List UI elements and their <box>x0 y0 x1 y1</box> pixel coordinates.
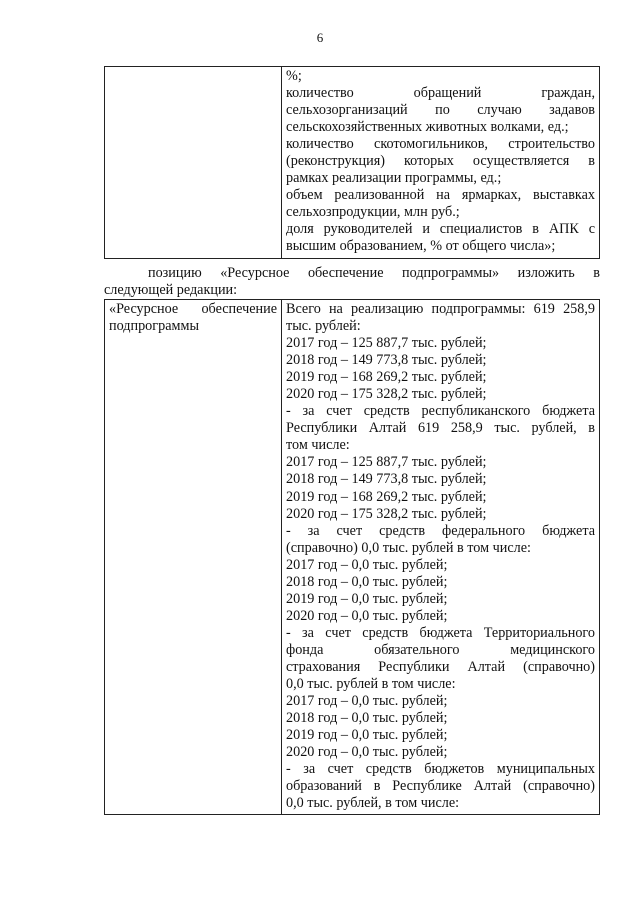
resource-line: 2019 год – 0,0 тыс. рублей; <box>286 590 448 607</box>
resource-line: 2017 год – 125 887,7 тыс. рублей; <box>286 454 487 471</box>
resource-line: образований в Республике Алтай (справочно) <box>286 778 595 795</box>
resource-left-cell <box>105 300 282 815</box>
resource-line: 2020 год – 175 328,2 тыс. рублей; <box>286 386 487 403</box>
resource-table-row <box>105 300 600 815</box>
resource-line: тыс. рублей: <box>286 318 361 335</box>
resource-right-cell <box>282 300 600 815</box>
resource-line: страхования Республики Алтай (справочно) <box>286 658 595 675</box>
indicators-line: количество скотомогильников, строительство <box>286 136 595 153</box>
resource-line: - за счет средств федерального бюджета <box>286 522 595 539</box>
indicators-line: высшим образованием, % от общего числа»; <box>286 238 556 255</box>
resource-table <box>104 299 600 815</box>
resource-line: 2018 год – 149 773,8 тыс. рублей; <box>286 352 487 369</box>
resource-line: - за счет средств бюджета Территориального <box>286 624 595 641</box>
indicators-line: рамках реализации программы, ед.; <box>286 170 502 187</box>
resource-line: 2019 год – 168 269,2 тыс. рублей; <box>286 369 487 386</box>
resource-line: 0,0 тыс. рублей в том числе: <box>286 676 456 693</box>
indicators-line: количество обращений граждан, <box>286 85 595 102</box>
resource-line: 2018 год – 149 773,8 тыс. рублей; <box>286 471 487 488</box>
resource-line: 2018 год – 0,0 тыс. рублей; <box>286 710 448 727</box>
resource-line: 2020 год – 175 328,2 тыс. рублей; <box>286 505 487 522</box>
resource-line: 0,0 тыс. рублей, в том числе: <box>286 795 460 812</box>
intro-paragraph <box>104 265 600 299</box>
intro-line-1: позицию «Ресурсное обеспечение подпрограммы» изложить в <box>148 265 600 281</box>
indicators-table <box>104 66 600 259</box>
page-number: 6 <box>316 30 324 45</box>
indicators-line: (реконструкция) которых осуществляется в <box>286 153 595 170</box>
indicators-right-cell <box>282 67 600 259</box>
indicators-table-row <box>105 67 600 259</box>
indicators-line: сельхозорганизаций по случаю задавов <box>286 102 595 119</box>
resource-line: фонда обязательного медицинского <box>286 641 595 658</box>
resource-label-line: подпрограммы <box>109 318 199 335</box>
resource-line: - за счет средств республиканского бюджета <box>286 403 595 420</box>
resource-line: (справочно) 0,0 тыс. рублей в том числе: <box>286 539 531 556</box>
resource-line: 2019 год – 168 269,2 тыс. рублей; <box>286 488 487 505</box>
indicators-line: объем реализованной на ярмарках, выставках <box>286 187 595 204</box>
indicators-left-cell <box>105 67 282 259</box>
indicators-line: доля руководителей и специалистов в АПК с <box>286 221 595 238</box>
resource-line: 2017 год – 0,0 тыс. рублей; <box>286 556 448 573</box>
resource-line: 2018 год – 0,0 тыс. рублей; <box>286 573 448 590</box>
resource-line: 2017 год – 125 887,7 тыс. рублей; <box>286 335 487 352</box>
resource-line: 2019 год – 0,0 тыс. рублей; <box>286 727 448 744</box>
resource-line: 2020 год – 0,0 тыс. рублей; <box>286 744 448 761</box>
resource-line: том числе: <box>286 437 350 454</box>
resource-line: - за счет средств бюджетов муниципальных <box>286 761 595 778</box>
resource-line: 2020 год – 0,0 тыс. рублей; <box>286 607 448 624</box>
resource-line: Республики Алтай 619 258,9 тыс. рублей, в <box>286 420 595 437</box>
resource-line: Всего на реализацию подпрограммы: 619 258,9 <box>286 301 595 317</box>
indicators-line: сельхозпродукции, млн руб.; <box>286 204 460 221</box>
indicators-line: сельскохозяйственных животных волками, ед.; <box>286 119 569 136</box>
resource-line: 2017 год – 0,0 тыс. рублей; <box>286 693 448 710</box>
resource-label-line: «Ресурсное обеспечение <box>109 301 277 317</box>
intro-line-2: следующей редакции: <box>104 282 238 299</box>
indicators-line: %; <box>286 68 302 84</box>
